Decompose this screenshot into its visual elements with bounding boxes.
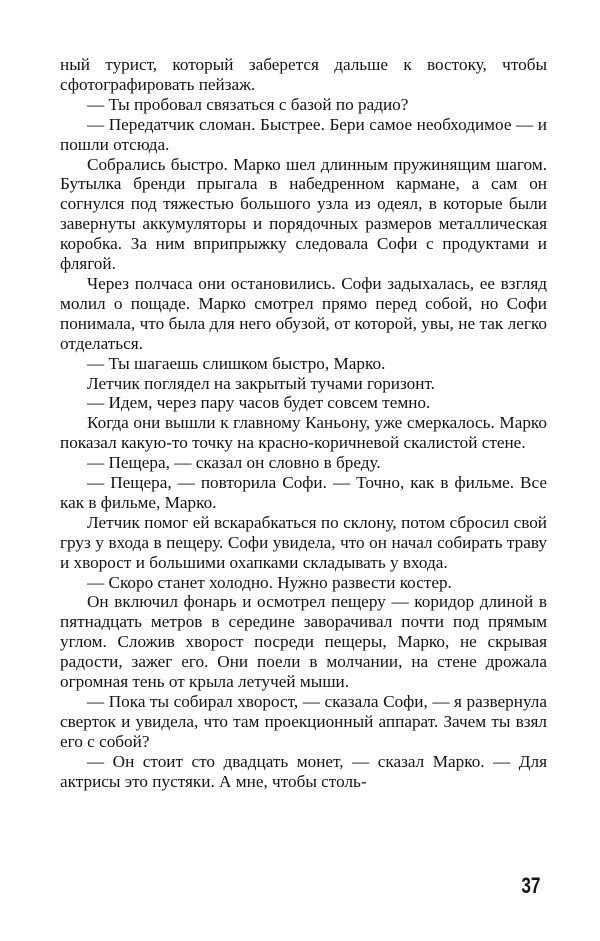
paragraph-dialogue: — Скоро станет холодно. Нужно развести костер. xyxy=(87,572,452,592)
book-page-text xyxy=(60,55,547,792)
paragraph: Через полчаса они остановились. Софи задыхалась, ее взгляд молил о пощаде. Марко смотрел прямо перед собой, но Софи понимала, что была для него обузой, от которой, увы, не так легко отделаться. xyxy=(60,273,547,353)
paragraph: Летчик поглядел на закрытый тучами горизонт. xyxy=(87,373,435,393)
paragraph-dialogue: — Пещера, — сказал он словно в бреду. xyxy=(87,453,381,473)
paragraph-dialogue: — Идем, через пару часов будет совсем темно. xyxy=(87,393,431,413)
paragraph-dialogue: — Передатчик сломан. Быстрее. Бери самое необходимое — и пошли отсюда. xyxy=(60,114,547,154)
page-number: 37 xyxy=(520,873,540,898)
paragraph-dialogue: — Ты пробовал связаться с базой по радио? xyxy=(87,94,409,114)
paragraph: Собрались быстро. Марко шел длинным пружинящим шагом. Бутылка бренди прыгала в набедренном кармане, а сам он согнулся под тяжестью большого узла из одеял, в которые были завернуты аккумуляторы и порядочных размеров металлическая коробка. За ним вприпрыжку следовала Софи с продуктами и флягой. xyxy=(60,154,547,274)
paragraph-dialogue: — Пока ты собирал хворост, — сказала Софи, — я развернула сверток и увидела, что там проекционный аппарат. Зачем ты взял его с собой? xyxy=(60,692,547,751)
paragraph-dialogue: — Он стоит сто двадцать монет, — сказал Марко. — Для актрисы это пустяки. А мне, чтобы столь- xyxy=(60,751,547,791)
paragraph: Летчик помог ей вскарабкаться по склону, потом сбросил свой груз у входа в пещеру. Софи увидела, что он начал собирать траву и хворост и большими охапками складывать у входа. xyxy=(60,512,547,572)
paragraph: Когда они вышли к главному Каньону, уже смеркалось. Марко показал какую-то точку на красно-коричневой скалистой стене. xyxy=(60,413,547,453)
paragraph-continued: ный турист, который заберется дальше к востоку, чтобы сфотографировать пейзаж. xyxy=(60,55,547,94)
paragraph-dialogue: — Ты шагаешь слишком быстро, Марко. xyxy=(87,353,386,373)
paragraph: Он включил фонарь и осмотрел пещеру — коридор длиной в пятнадцать метров в середине заворачивал почти под прямым углом. Сложив хворост посреди пещеры, Марко, не скрывая радости, зажег его. Они поели в молчании, на стене дрожала огромная тень от крыла летучей мыши. xyxy=(60,592,547,692)
paragraph-dialogue: — Пещера, — повторила Софи. — Точно, как в фильме. Все как в фильме, Марко. xyxy=(60,473,547,512)
